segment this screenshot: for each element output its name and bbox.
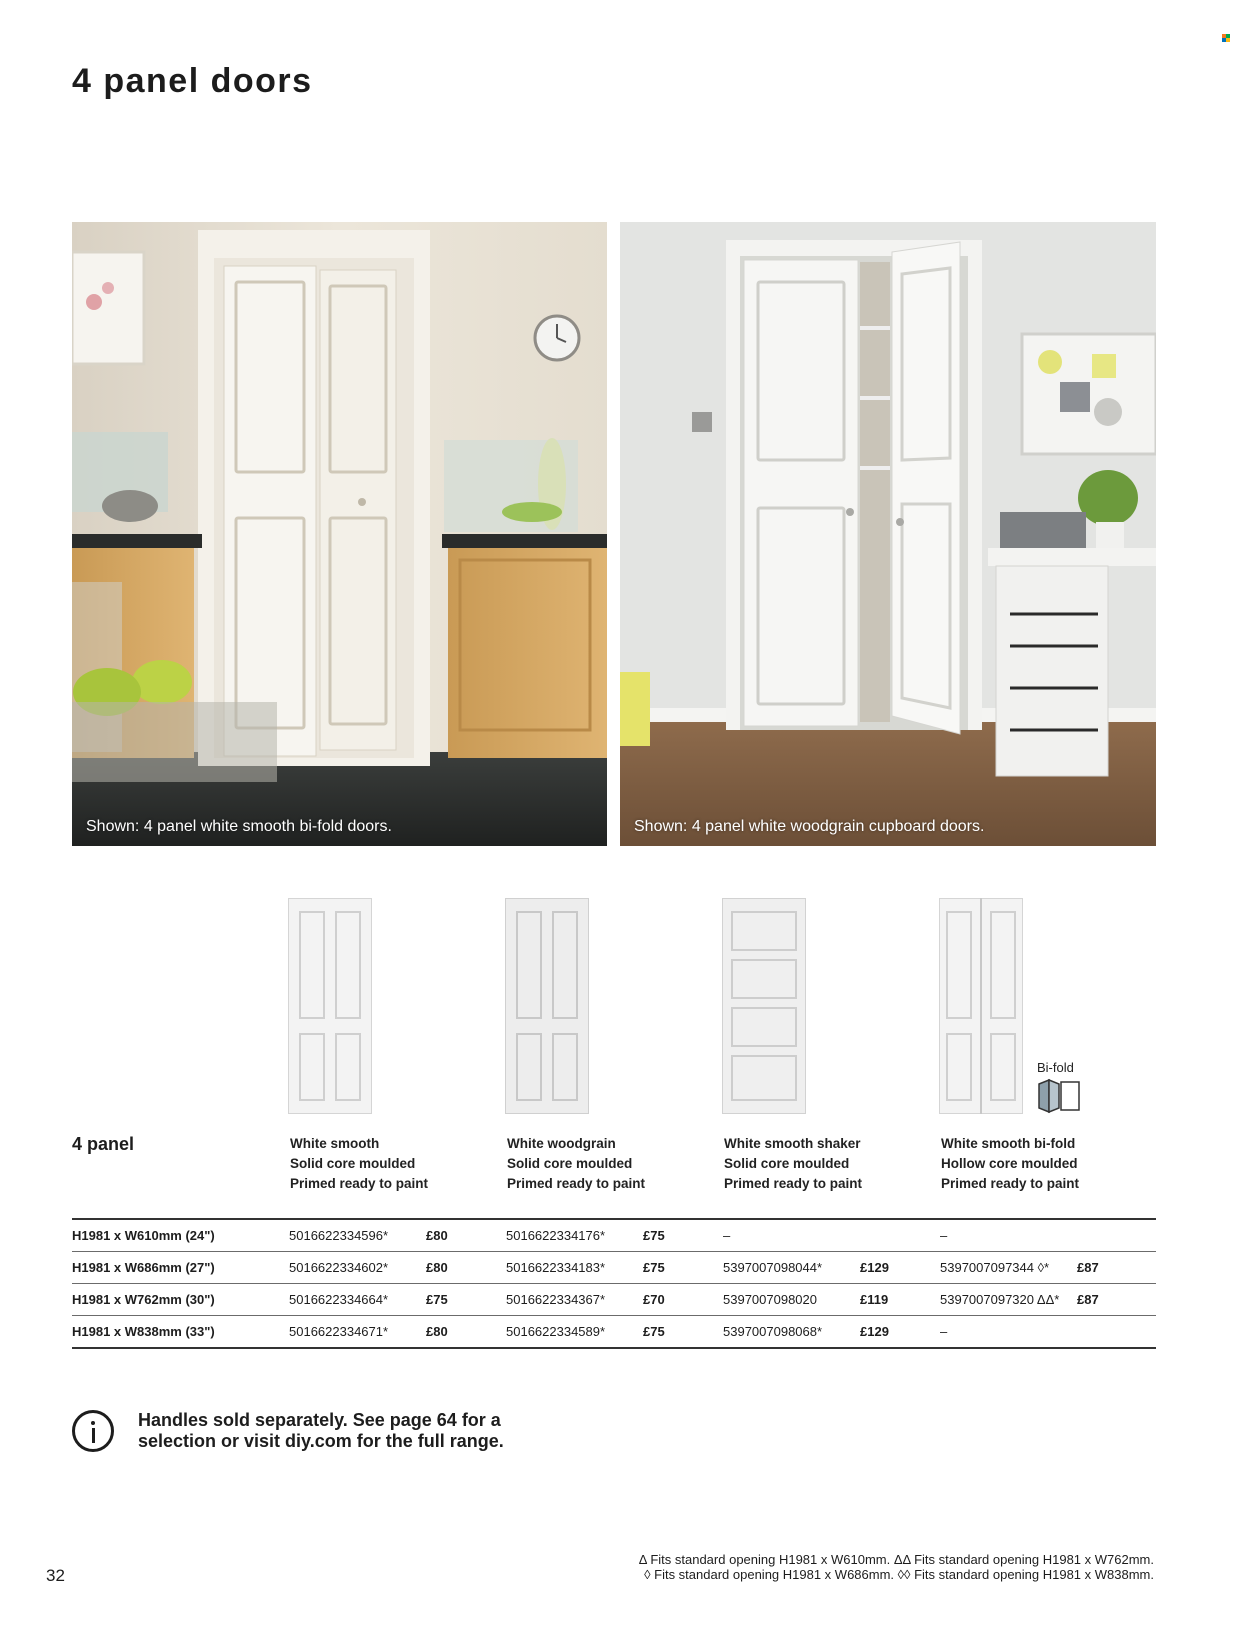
page-number: 32 — [46, 1566, 65, 1585]
product-description: White smooth Solid core moulded Primed ready to paint — [290, 1136, 429, 1191]
table-row: H1981 x W610mm (24") 5016622334596* £80 5016622334176* £75 – – — [72, 1219, 1156, 1252]
photo-caption: Shown: 4 panel white smooth bi-fold doors. — [86, 818, 392, 835]
table-row: H1981 x W762mm (30") 5016622334664* £75 5016622334367* £70 5397007098020 £119 5397007097320 ΔΔ* £87 — [72, 1284, 1156, 1316]
price-table — [72, 1218, 1156, 1349]
handles-info-note: Handles sold separately. See page 64 for a selection or visit diy.com for the full range. — [138, 1410, 504, 1451]
product-description: White smooth shaker Solid core moulded Primed ready to paint — [724, 1136, 863, 1191]
section-label: 4 panel — [72, 1134, 135, 1154]
table-row: H1981 x W838mm (33") 5016622334671* £80 5016622334589* £75 5397007098068* £129 – — [72, 1316, 1156, 1349]
bifold-fold-icon — [1037, 1078, 1081, 1114]
four-panel-woodgrain-door-icon — [505, 898, 589, 1114]
bifold-door-icon — [939, 898, 1023, 1114]
four-panel-door-icon — [288, 898, 372, 1114]
product-description: White smooth bi-fold Hollow core moulded Primed ready to paint — [941, 1136, 1080, 1191]
page-title: 4 panel doors — [72, 62, 313, 100]
footnotes: Δ Fits standard opening H1981 x W610mm. ΔΔ Fits standard opening H1981 x W762mm. ◊ Fits standard opening H1981 x W686mm. ◊◊ Fits standard opening H1981 x W838mm. — [638, 1552, 1154, 1582]
bifold-label: Bi-fold — [1037, 1060, 1074, 1075]
photo-cupboard-doors — [620, 222, 1156, 846]
product-description: White woodgrain Solid core moulded Primed ready to paint — [507, 1136, 646, 1191]
photo-caption: Shown: 4 panel white woodgrain cupboard doors. — [634, 818, 985, 835]
shaker-door-icon — [722, 898, 806, 1114]
table-row: H1981 x W686mm (27") 5016622334602* £80 5016622334183* £75 5397007098044* £129 5397007097344 ◊* £87 — [72, 1252, 1156, 1284]
photo-bifold-kitchen — [72, 222, 607, 846]
info-icon — [72, 1410, 114, 1452]
brand-logo-icon — [1222, 34, 1230, 42]
